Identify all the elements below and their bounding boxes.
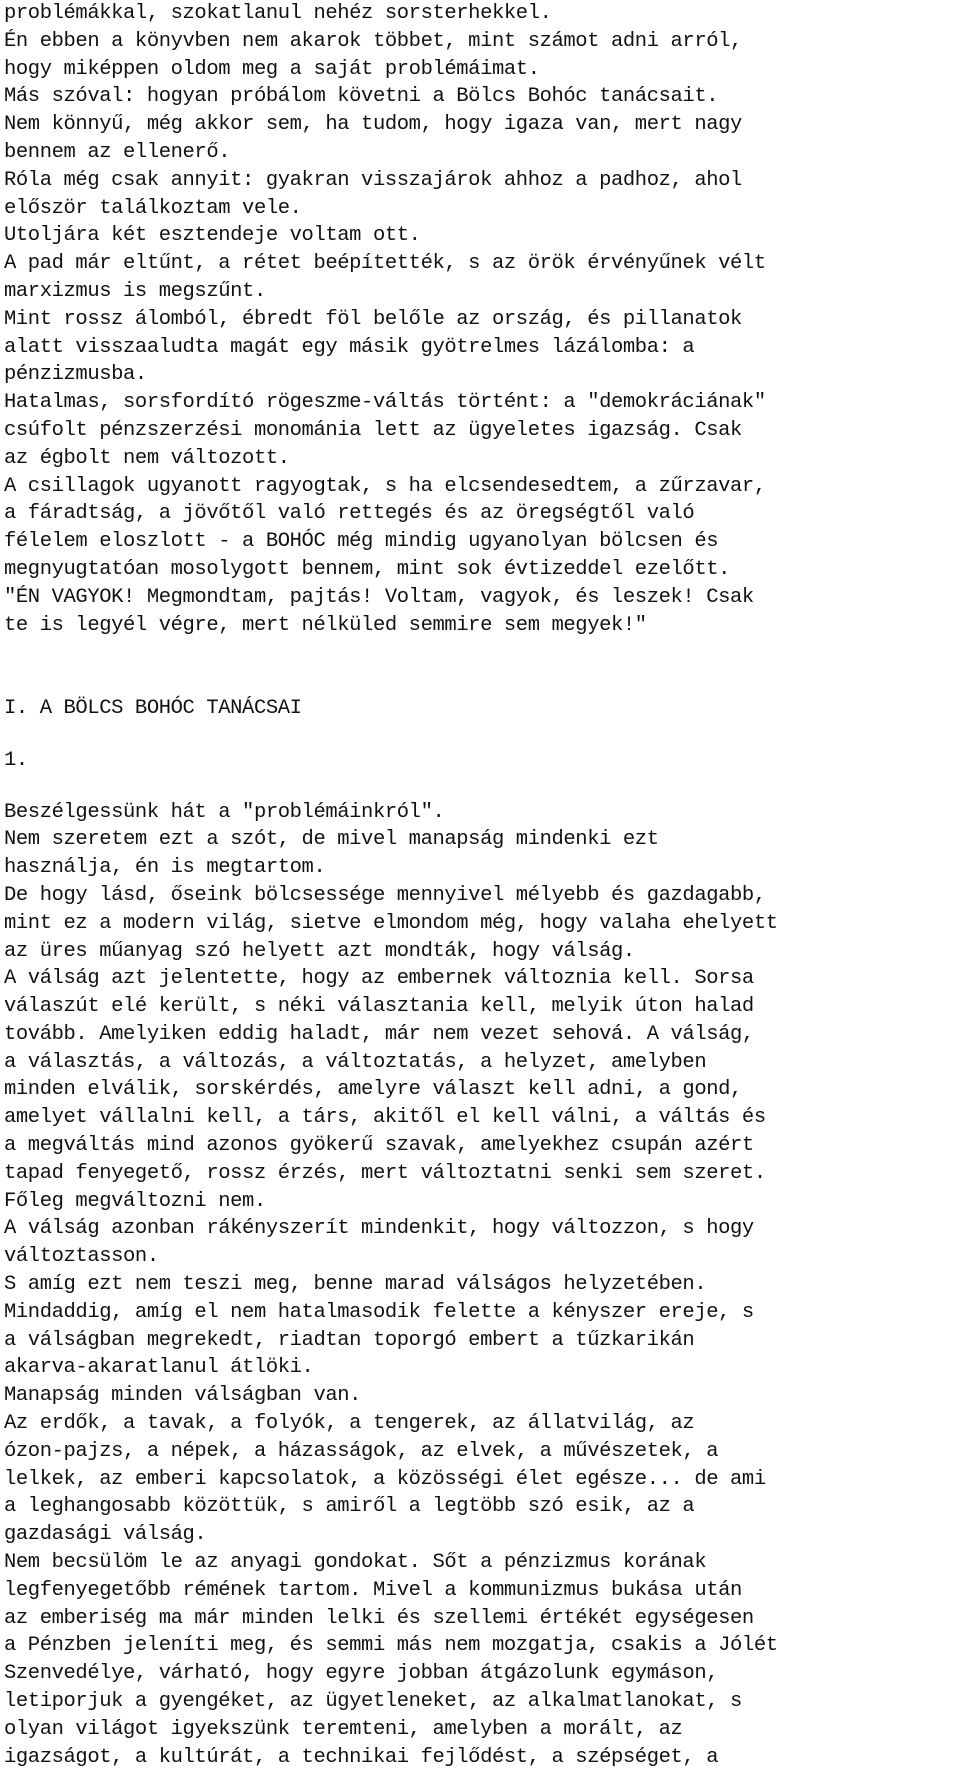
text-line: a válságban megrekedt, riadtan toporgó embert a tűzkarikán bbox=[4, 1328, 695, 1352]
text-line: tovább. Amelyiken eddig haladt, már nem vezet sehová. A válság, bbox=[4, 1022, 754, 1046]
text-line: az égbolt nem változott. bbox=[4, 446, 290, 470]
text-line: először találkoztam vele. bbox=[4, 196, 302, 220]
text-line: te is legyél végre, mert nélküled semmire sem megyek!" bbox=[4, 613, 647, 637]
text-line: a fáradtság, a jövőtől való rettegés és az öregségtől való bbox=[4, 502, 695, 526]
text-line: az üres műanyag szó helyett azt mondták, hogy válság. bbox=[4, 939, 635, 963]
paragraph-block-intro bbox=[4, 0, 956, 639]
text-line: Más szóval: hogyan próbálom követni a Bölcs Bohóc tanácsait. bbox=[4, 85, 719, 109]
spacer bbox=[4, 723, 956, 747]
text-line: a leghangosabb közöttük, s amiről a legtöbb szó esik, az a bbox=[4, 1495, 695, 1519]
section-number: 1. bbox=[4, 748, 28, 772]
text-line: Nem könnyű, még akkor sem, ha tudom, hogy igaza van, mert nagy bbox=[4, 113, 742, 137]
text-line: tapad fenyegető, rossz érzés, mert változtatni senki sem szeret. bbox=[4, 1161, 766, 1185]
text-line: mint ez a modern világ, sietve elmondom még, hogy valaha ehelyett bbox=[4, 911, 778, 935]
text-line: marxizmus is megszűnt. bbox=[4, 279, 266, 303]
spacer bbox=[4, 775, 956, 799]
text-line: az emberiség ma már minden lelki és szellemi értékét egységesen bbox=[4, 1606, 754, 1630]
text-line: S amíg ezt nem teszi meg, benne marad válságos helyzetében. bbox=[4, 1273, 707, 1297]
text-line: csúfolt pénzszerzési monománia lett az ügyeletes igazság. Csak bbox=[4, 418, 742, 442]
text-line: Beszélgessünk hát a "problémáinkról". bbox=[4, 800, 445, 824]
text-line: Nem szeretem ezt a szót, de mivel manapság mindenki ezt bbox=[4, 828, 659, 852]
chapter-title: I. A BÖLCS BOHÓC TANÁCSAI bbox=[4, 696, 302, 720]
text-line: Nem becsülöm le az anyagi gondokat. Sőt a pénzizmus korának bbox=[4, 1551, 707, 1575]
text-line: bennem az ellenerő. bbox=[4, 140, 231, 164]
text-line: Én ebben a könyvben nem akarok többet, mint számot adni arról, bbox=[4, 29, 742, 53]
text-line: "ÉN VAGYOK! Megmondtam, pajtás! Voltam, vagyok, és leszek! Csak bbox=[4, 585, 754, 609]
text-line: lelkek, az emberi kapcsolatok, a közösségi élet egésze... de ami bbox=[4, 1467, 766, 1491]
text-line: Róla még csak annyit: gyakran visszajárok ahhoz a padhoz, ahol bbox=[4, 168, 742, 192]
text-line: Manapság minden válságban van. bbox=[4, 1384, 362, 1408]
text-line: A csillagok ugyanott ragyogtak, s ha elcsendesedtem, a zűrzavar, bbox=[4, 474, 766, 498]
text-line: letiporjuk a gyengéket, az ügyetleneket, az alkalmatlanokat, s bbox=[4, 1690, 742, 1714]
text-line: a megváltás mind azonos gyökerű szavak, amelyekhez csupán azért bbox=[4, 1134, 754, 1158]
text-line: Mindaddig, amíg el nem hatalmasodik felette a kényszer ereje, s bbox=[4, 1300, 754, 1324]
spacer bbox=[4, 639, 956, 695]
text-line: hogy miképpen oldom meg a saját problémáimat. bbox=[4, 57, 540, 81]
paragraph-block-main bbox=[4, 799, 956, 1772]
text-line: alatt visszaaludta magát egy másik gyötrelmes lázálomba: a bbox=[4, 335, 695, 359]
text-line: gazdasági válság. bbox=[4, 1523, 207, 1547]
text-line: Szenvedélye, várható, hogy egyre jobban átgázolunk egymáson, bbox=[4, 1662, 719, 1686]
text-line: legfenyegetőbb rémének tartom. Mivel a kommunizmus bukása után bbox=[4, 1578, 742, 1602]
text-line: pénzizmusba. bbox=[4, 363, 147, 387]
text-line: válaszút elé került, s néki választania kell, melyik úton halad bbox=[4, 995, 754, 1019]
text-line: megnyugtatóan mosolygott bennem, mint sok évtizeddel ezelőtt. bbox=[4, 557, 731, 581]
text-line: változtasson. bbox=[4, 1245, 159, 1269]
text-line: félelem eloszlott - a BOHÓC még mindig ugyanolyan bölcsen és bbox=[4, 530, 719, 554]
text-line: problémákkal, szokatlanul nehéz sorsterhekkel. bbox=[4, 2, 552, 25]
text-line: A válság azt jelentette, hogy az embernek változnia kell. Sorsa bbox=[4, 967, 754, 991]
text-line: Mint rossz álomból, ébredt föl belőle az ország, és pillanatok bbox=[4, 307, 742, 331]
document-page bbox=[4, 0, 956, 1771]
text-line: A válság azonban rákényszerít mindenkit, hogy változzon, s hogy bbox=[4, 1217, 754, 1241]
text-line: a választás, a változás, a változtatás, a helyzet, amelyben bbox=[4, 1050, 707, 1074]
text-line: ózon-pajzs, a népek, a házasságok, az elvek, a művészetek, a bbox=[4, 1439, 719, 1463]
text-line: A pad már eltűnt, a rétet beépítették, s az örök érvényűnek vélt bbox=[4, 252, 766, 276]
text-line: amelyet vállalni kell, a társ, akitől el kell válni, a váltás és bbox=[4, 1106, 766, 1130]
text-line: minden elválik, sorskérdés, amelyre választ kell adni, a gond, bbox=[4, 1078, 742, 1102]
text-line: használja, én is megtartom. bbox=[4, 856, 326, 880]
text-line: a Pénzben jeleníti meg, és semmi más nem mozgatja, csakis a Jólét bbox=[4, 1634, 778, 1658]
text-line: Az erdők, a tavak, a folyók, a tengerek, az állatvilág, az bbox=[4, 1412, 695, 1436]
text-line: De hogy lásd, őseink bölcsessége mennyivel mélyebb és gazdagabb, bbox=[4, 883, 766, 907]
text-line: olyan világot igyekszünk teremteni, amelyben a morált, az bbox=[4, 1717, 683, 1741]
text-line: akarva-akaratlanul átlöki. bbox=[4, 1356, 314, 1380]
text-line: Főleg megváltozni nem. bbox=[4, 1189, 266, 1213]
text-line: igazságot, a kultúrát, a technikai fejlődést, a szépséget, a bbox=[4, 1745, 719, 1769]
text-line: Utoljára két esztendeje voltam ott. bbox=[4, 224, 421, 248]
text-line: Hatalmas, sorsfordító rögeszme-váltás történt: a "demokráciának" bbox=[4, 391, 766, 415]
